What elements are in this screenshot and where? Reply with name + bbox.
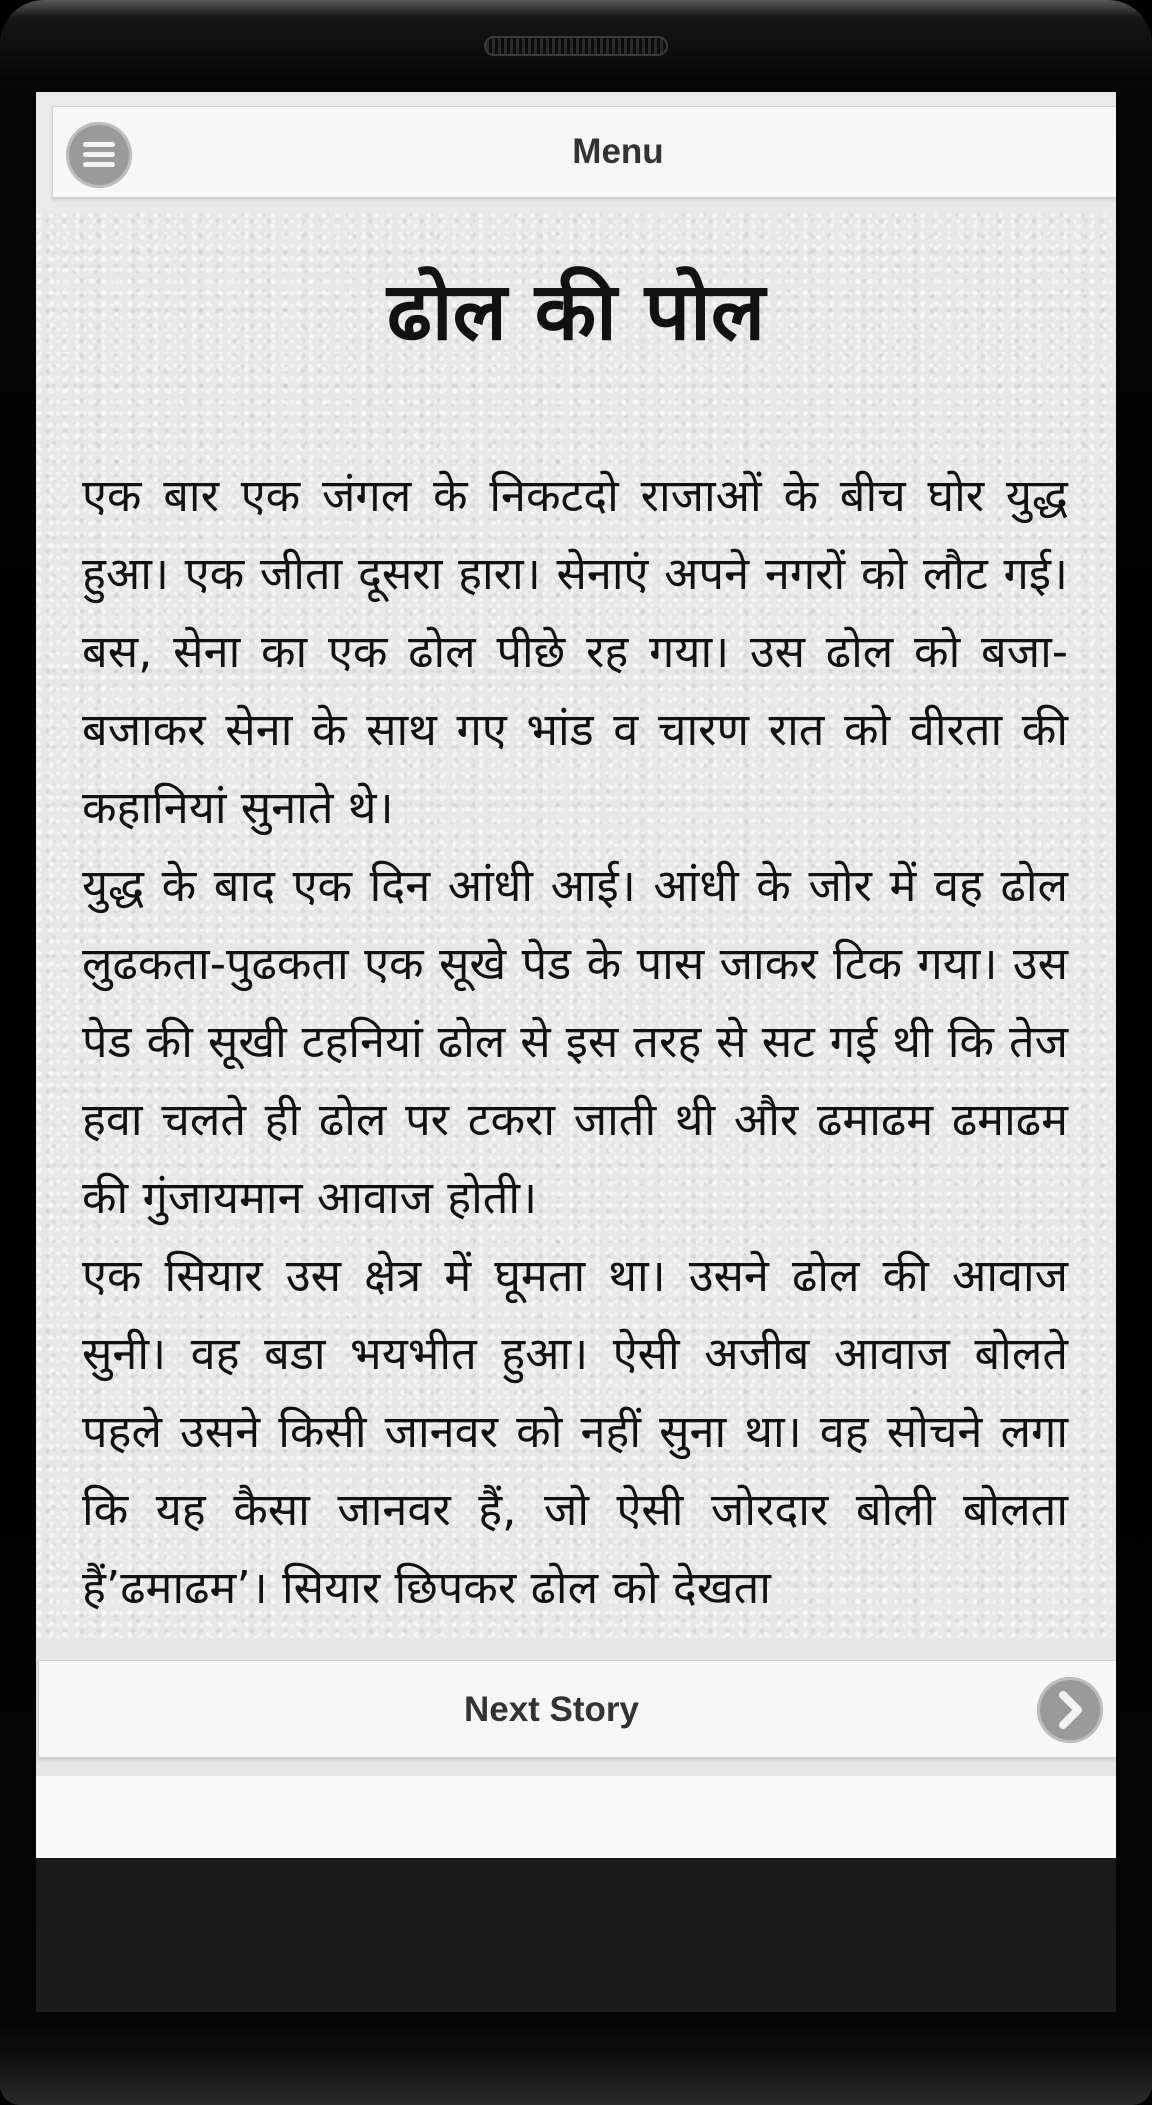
- next-story-label: Next Story: [463, 1690, 640, 1729]
- system-nav-area: [36, 1858, 1116, 2012]
- story-content[interactable]: [36, 212, 1116, 1638]
- hamburger-line: [83, 162, 115, 167]
- hamburger-line: [83, 152, 115, 157]
- story-title: ढोल की पोल: [386, 265, 766, 358]
- header: [36, 92, 1116, 212]
- hamburger-line: [83, 142, 115, 147]
- device-top-rim: [0, 0, 1152, 18]
- blank-area: [36, 1776, 1116, 1858]
- menu-title[interactable]: Menu: [572, 132, 664, 171]
- story-paragraph: एक बार एक जंगल के निकटदो राजाओं के बीच घोर युद्ध हुआ। एक जीता दूसरा हारा। सेनाएं अपने नगरों को लौट गई। बस, सेना का एक ढोल पीछे रह गया। उस ढोल को बजा-बजाकर सेना के साथ गए भांड व चारण रात को वीरता की कहानियां सुनाते थे।: [82, 469, 1068, 834]
- device-bottom-rim: [0, 2048, 1152, 2105]
- app-screen: [36, 92, 1116, 2012]
- chevron-right-glyph: [1037, 1677, 1103, 1743]
- story-paragraph: एक सियार उस क्षेत्र में घूमता था। उसने ढोल की आवाज सुनी। वह बडा भयभीत हुआ। ऐसी अजीब आवाज बोलते पहले उसने किसी जानवर को नहीं सुना था। वह सोचने लगा कि यह कैसा जानवर हैं, जो ऐसी जोरदार बोली बोलता हैं’ढमाढम’। सियार छिपकर ढोल को देखता: [82, 1249, 1068, 1614]
- speaker-grille: [484, 36, 668, 56]
- hamburger-icon[interactable]: [66, 122, 132, 188]
- story-body: [82, 457, 1068, 1627]
- next-story-button[interactable]: [38, 1660, 1116, 1758]
- chevron-right-icon[interactable]: [1037, 1677, 1103, 1743]
- footer: [36, 1638, 1116, 1776]
- story-paragraph: युद्ध के बाद एक दिन आंधी आई। आंधी के जोर में वह ढोल लुढकता-पुढकता एक सूखे पेड के पास जाकर टिक गया। उस पेड की सूखी टहनियां ढोल से इस तरह से सट गई थी कि तेज हवा चलते ही ढोल पर टकरा जाती थी और ढमाढम ढमाढम की गुंजायमान आवाज होती।: [82, 859, 1068, 1224]
